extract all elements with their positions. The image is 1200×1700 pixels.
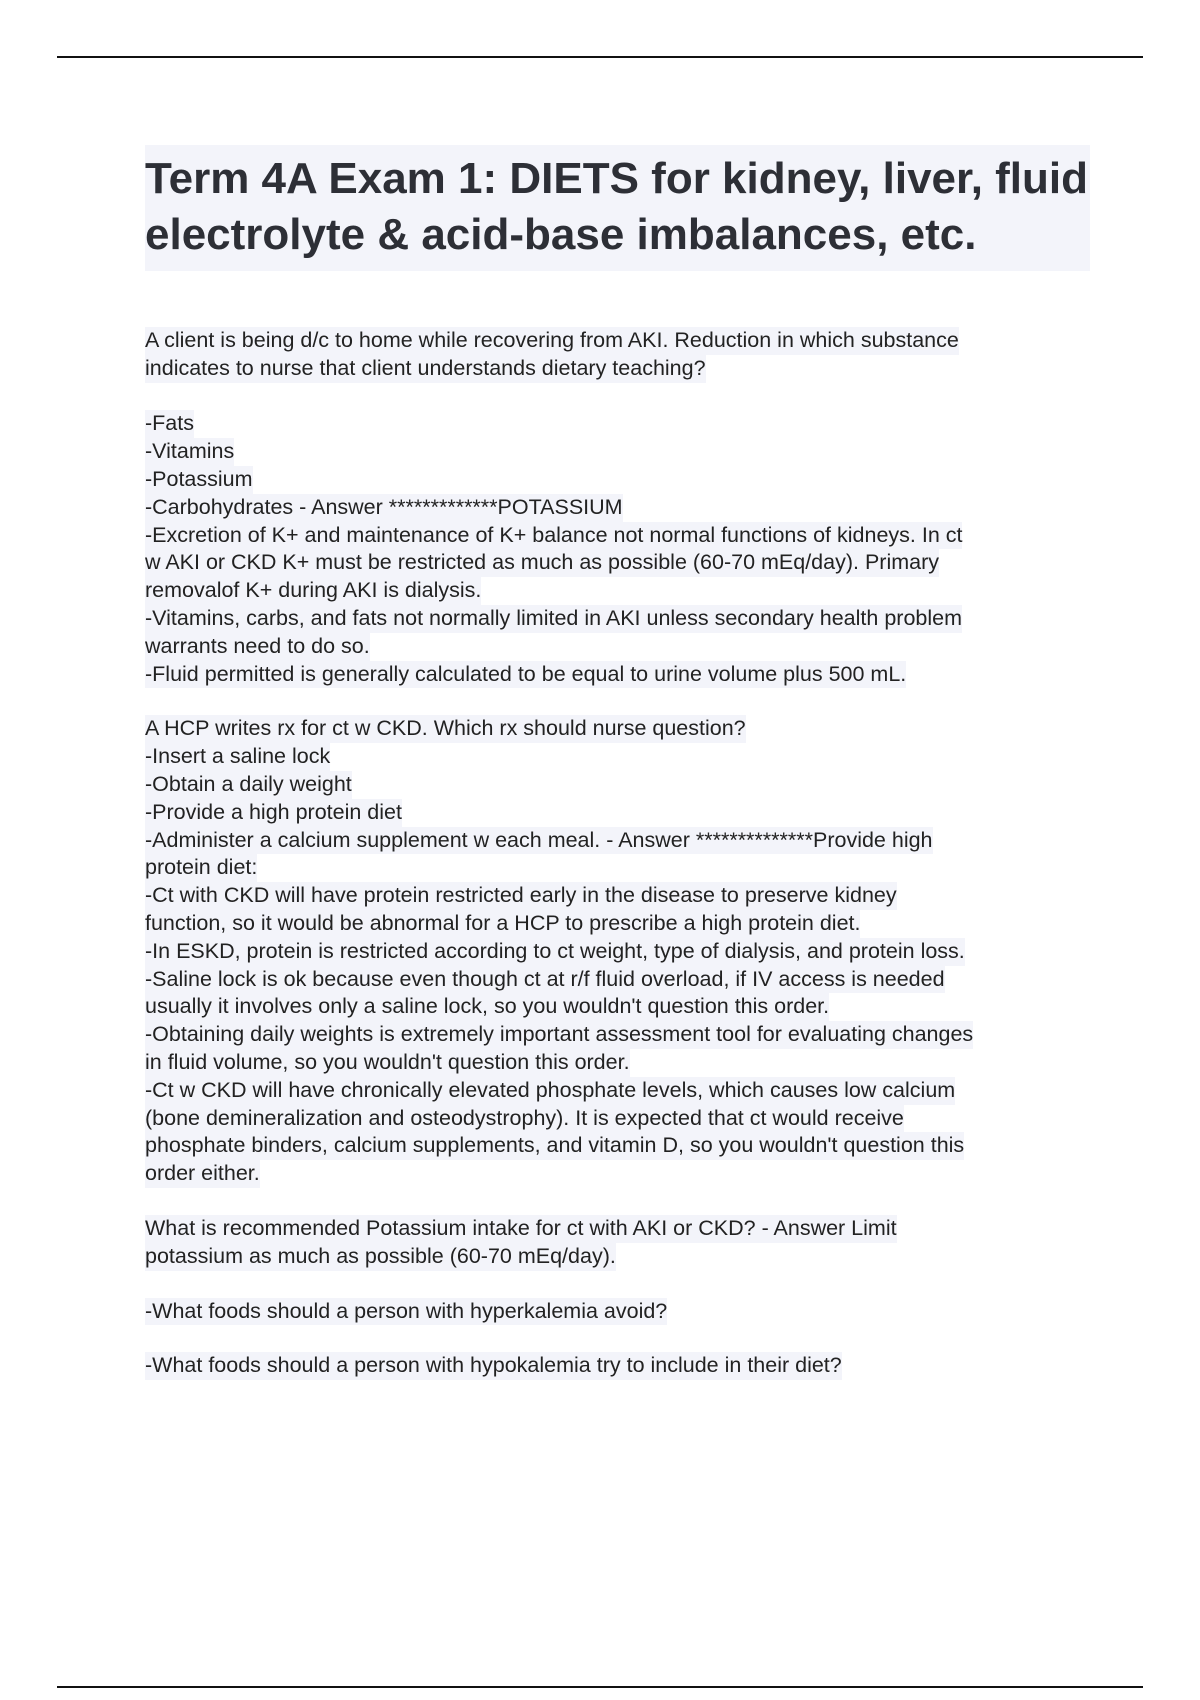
title-block	[145, 145, 1090, 271]
text-line: -Fats	[145, 410, 194, 438]
text-line: w AKI or CKD K+ must be restricted as much as possible (60-70 mEq/day). Primary	[145, 549, 939, 577]
text-line: A HCP writes rx for ct w CKD. Which rx should nurse question?	[145, 715, 746, 743]
qa-block	[145, 1352, 1090, 1380]
text-line: usually it involves only a saline lock, so you wouldn't question this order.	[145, 993, 829, 1021]
qa-block	[145, 715, 1090, 1188]
qa-block	[145, 1298, 1090, 1326]
text-line: -Administer a calcium supplement w each meal. - Answer **************Provide high	[145, 827, 933, 855]
qa-block	[145, 327, 1090, 688]
text-line: in fluid volume, so you wouldn't question this order.	[145, 1049, 630, 1077]
text-line: protein diet:	[145, 854, 257, 882]
text-line: function, so it would be abnormal for a HCP to prescribe a high protein diet.	[145, 910, 860, 938]
text-line: -Ct with CKD will have protein restricted early in the disease to preserve kidney	[145, 882, 897, 910]
text-line: -Vitamins, carbs, and fats not normally limited in AKI unless secondary health problem	[145, 605, 962, 633]
qa-list	[145, 327, 1090, 1380]
text-line: A client is being d/c to home while recovering from AKI. Reduction in which substance	[145, 327, 959, 355]
text-line: -Provide a high protein diet	[145, 799, 402, 827]
document-title: Term 4A Exam 1: DIETS for kidney, liver, fluid electrolyte & acid-base imbalances, etc.	[145, 154, 1089, 259]
text-line: What is recommended Potassium intake for ct with AKI or CKD? - Answer Limit	[145, 1215, 897, 1243]
top-rule	[57, 56, 1143, 58]
text-line: indicates to nurse that client understands dietary teaching?	[145, 355, 706, 383]
text-line: -Saline lock is ok because even though ct at r/f fluid overload, if IV access is needed	[145, 966, 945, 994]
text-line: -Vitamins	[145, 438, 234, 466]
text-line: -Ct w CKD will have chronically elevated phosphate levels, which causes low calcium	[145, 1077, 955, 1105]
text-line: phosphate binders, calcium supplements, and vitamin D, so you wouldn't question this	[145, 1132, 964, 1160]
qa-block	[145, 1215, 1090, 1271]
text-line: -Obtain a daily weight	[145, 771, 352, 799]
text-line: warrants need to do so.	[145, 633, 370, 661]
text-line: -In ESKD, protein is restricted according to ct weight, type of dialysis, and protein loss.	[145, 938, 965, 966]
document-body	[145, 145, 1090, 1407]
text-line: -Obtaining daily weights is extremely important assessment tool for evaluating changes	[145, 1021, 973, 1049]
text-line: -Fluid permitted is generally calculated to be equal to urine volume plus 500 mL.	[145, 661, 906, 689]
text-line: -Excretion of K+ and maintenance of K+ balance not normal functions of kidneys. In ct	[145, 522, 962, 550]
text-line: (bone demineralization and osteodystrophy). It is expected that ct would receive	[145, 1105, 904, 1133]
text-line: -Insert a saline lock	[145, 743, 330, 771]
text-line: -Carbohydrates - Answer *************POTASSIUM	[145, 494, 623, 522]
text-line: potassium as much as possible (60-70 mEq/day).	[145, 1243, 616, 1271]
text-line: order either.	[145, 1160, 260, 1188]
bottom-rule	[57, 1686, 1143, 1688]
text-line: removalof K+ during AKI is dialysis.	[145, 577, 481, 605]
text-line: -What foods should a person with hyperkalemia avoid?	[145, 1298, 667, 1326]
text-line: -Potassium	[145, 466, 253, 494]
text-line: -What foods should a person with hypokalemia try to include in their diet?	[145, 1352, 842, 1380]
